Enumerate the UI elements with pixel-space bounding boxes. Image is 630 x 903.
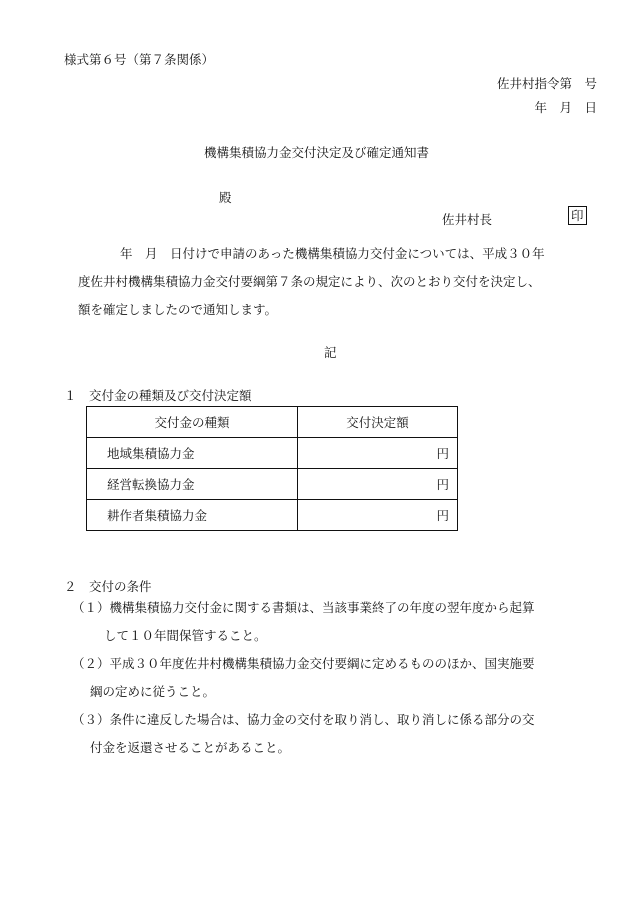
condition-item-3 [72, 706, 535, 762]
section1-heading: １ 交付金の種類及び交付決定額 [64, 388, 252, 403]
document-title: 機構集積協力金交付決定及び確定通知書 [204, 145, 430, 160]
seal-mark [568, 206, 587, 225]
grant-amount-cell: 円 [298, 438, 458, 469]
grant-amount-cell: 円 [298, 469, 458, 500]
condition-line: （２）平成３０年度佐井村機構集積協力金交付要綱に定めるもののほか、国実施要 [72, 656, 535, 671]
form-number: 様式第６号（第７条関係） [64, 52, 215, 67]
grant-type-cell: 耕作者集積協力金 [87, 500, 298, 531]
table-row [87, 438, 458, 469]
grant-type-cell: 経営転換協力金 [87, 469, 298, 500]
column-header-amount: 交付決定額 [298, 407, 458, 438]
body-line: 年 月 日付けで申請のあった機構集積協力交付金については、平成３０年 [120, 246, 545, 261]
grant-type-cell: 地域集積協力金 [87, 438, 298, 469]
condition-line: （１）機構集積協力交付金に関する書類は、当該事業終了の年度の翌年度から起算 [72, 600, 535, 615]
body-line: 度佐井村機構集積協力金交付要綱第７条の規定により、次のとおり交付を決定し、 [78, 274, 541, 289]
table-header-row [87, 407, 458, 438]
body-paragraph [64, 240, 604, 324]
condition-line: 綱の定めに従うこと。 [90, 684, 216, 699]
condition-item-1 [72, 594, 535, 650]
column-header-type: 交付金の種類 [87, 407, 298, 438]
addressee-honorific: 殿 [219, 190, 232, 205]
table-row [87, 500, 458, 531]
condition-line: して１０年間保管すること。 [104, 628, 267, 643]
condition-line: （３）条件に違反した場合は、協力金の交付を取り消し、取り消しに係る部分の交 [72, 712, 535, 727]
condition-item-2 [72, 650, 535, 706]
seal-label: 印 [568, 206, 587, 225]
document-date: 年 月 日 [534, 100, 597, 115]
grant-amount-cell: 円 [298, 500, 458, 531]
body-line: 額を確定しましたので通知します。 [78, 302, 278, 317]
document-number: 佐井村指令第 号 [496, 76, 597, 91]
issuer-name: 佐井村長 [442, 212, 493, 227]
condition-line: 付金を返還させることがあること。 [90, 740, 291, 755]
ki-heading: 記 [324, 345, 337, 360]
table-row [87, 469, 458, 500]
section2-heading: ２ 交付の条件 [64, 579, 152, 594]
grant-amount-table [86, 406, 458, 531]
